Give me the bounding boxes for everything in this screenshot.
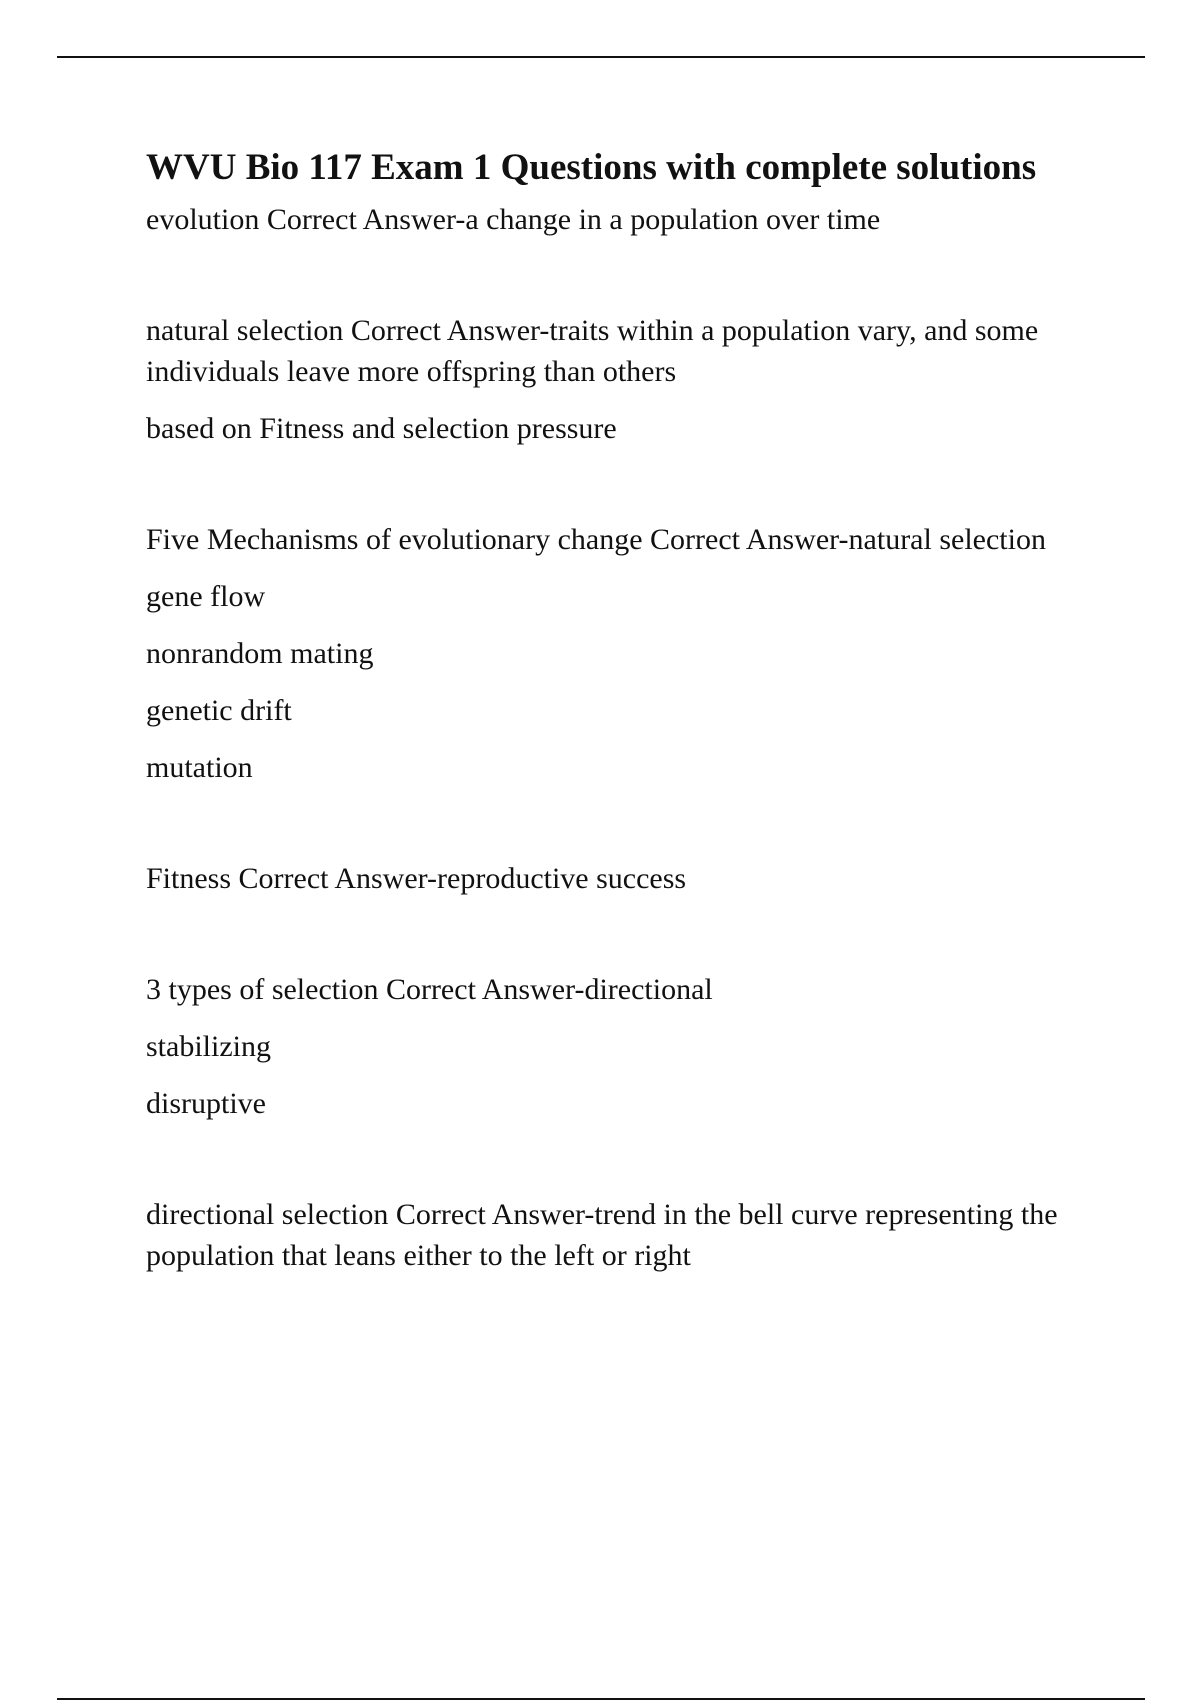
entry-line: disruptive [146,1087,266,1120]
entry-line: Fitness Correct Answer-reproductive success [146,862,687,895]
entry-line: genetic drift [146,694,292,727]
entry-line: evolution Correct Answer-a change in a population over time [146,203,881,236]
entry-line: nonrandom mating [146,637,374,670]
document-title: WVU Bio 117 Exam 1 Questions with complete solutions [146,147,1037,188]
header-rule [57,56,1145,58]
entry-evolution [146,199,1106,240]
entry-line: stabilizing [146,1030,271,1063]
entry-line: based on Fitness and selection pressure [146,412,617,445]
entry-line: gene flow [146,580,266,613]
entry-natural-selection [146,310,1106,449]
entry-line: natural selection Correct Answer-traits within a population vary, and some individuals leave more offspring than others [146,314,1039,388]
entry-line: directional selection Correct Answer-trend in the bell curve representing the population that leans either to the left or right [146,1198,1058,1272]
entry-types-of-selection [146,969,1106,1124]
entry-directional-selection [146,1194,1106,1276]
entry-five-mechanisms [146,519,1106,788]
entry-line: Five Mechanisms of evolutionary change Correct Answer-natural selection [146,523,1046,556]
entry-line: 3 types of selection Correct Answer-directional [146,973,713,1006]
document-body [146,143,1106,1276]
entry-line: mutation [146,751,253,784]
entry-fitness [146,858,1106,899]
